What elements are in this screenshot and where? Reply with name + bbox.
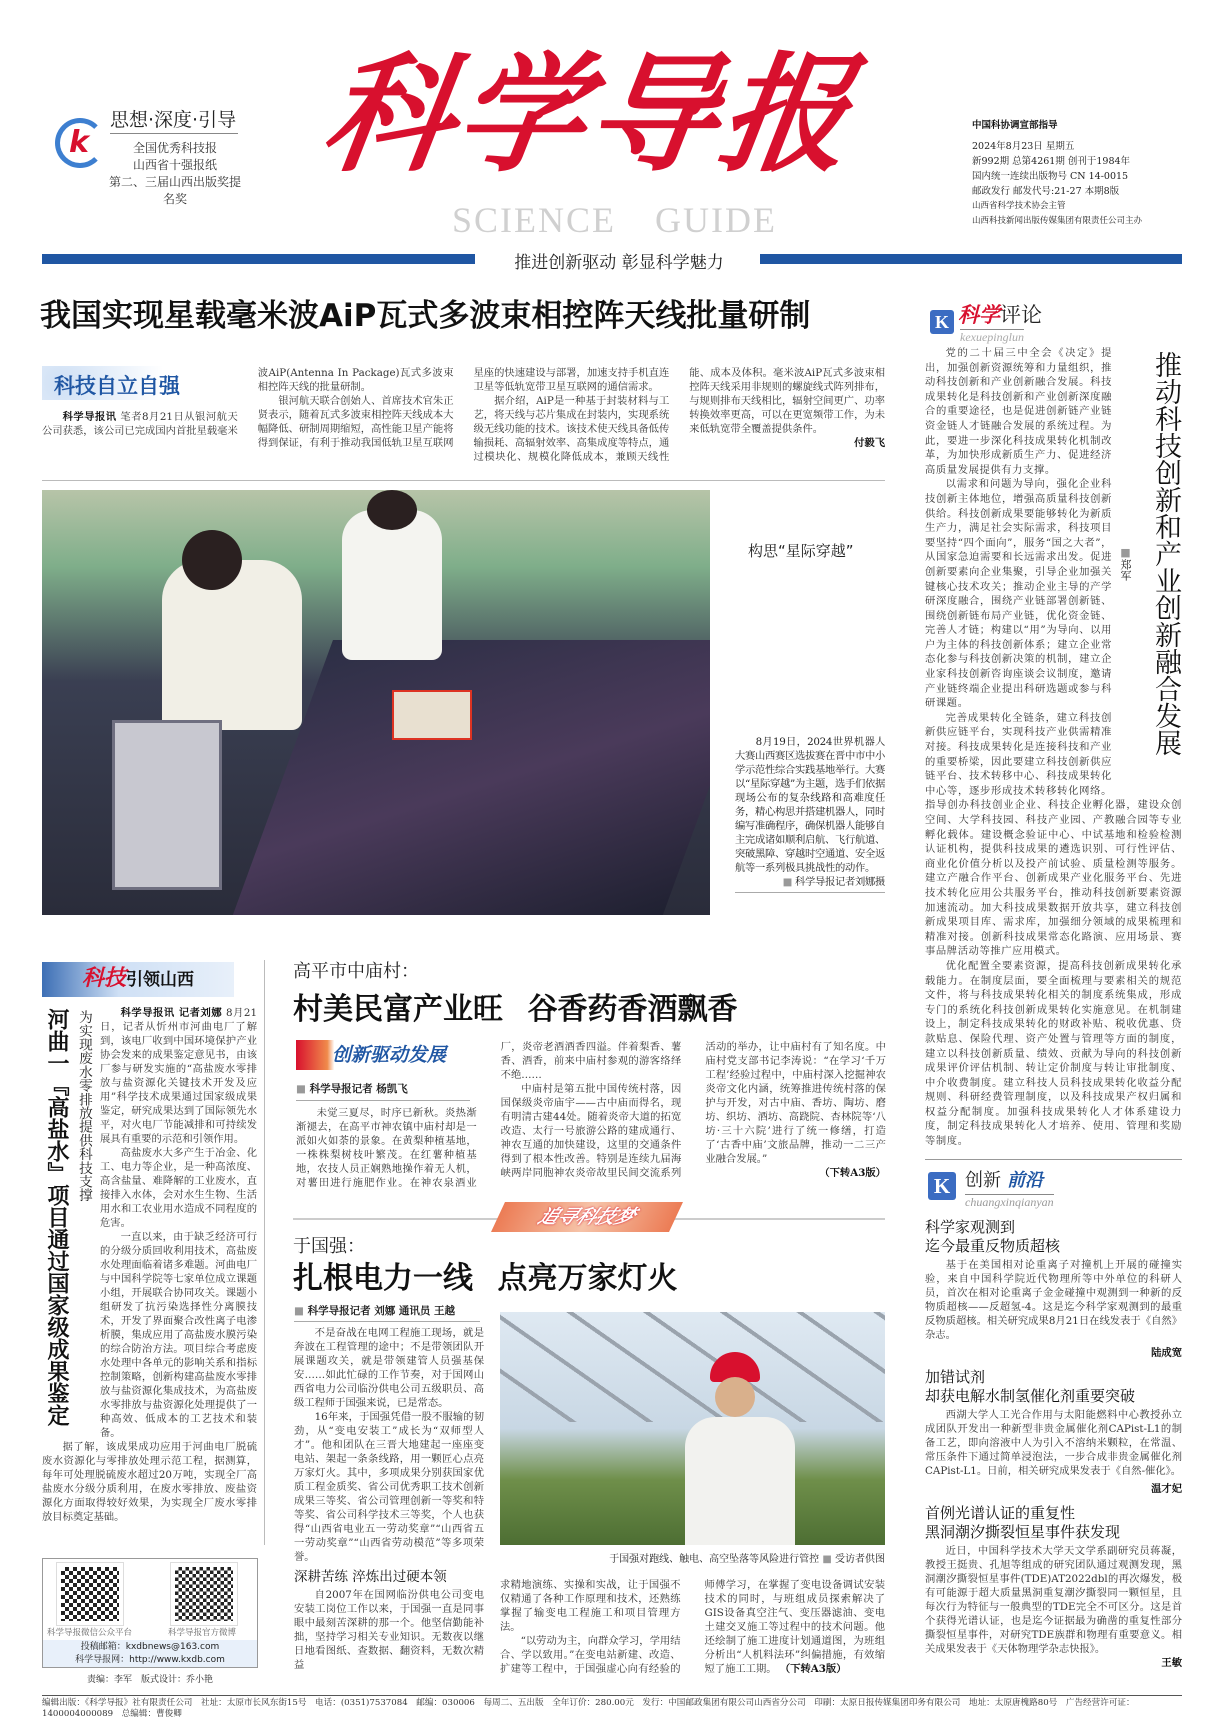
motto: 思想·深度·引导 xyxy=(110,109,237,131)
lead-author: 付毅飞 xyxy=(854,437,885,449)
weibo-qr-code[interactable] xyxy=(171,1563,237,1625)
divider xyxy=(42,1695,1182,1696)
column-divider xyxy=(264,960,265,1545)
continued-link[interactable]: （下转A3版） xyxy=(779,1663,847,1675)
k-logo-icon: K xyxy=(928,1172,956,1200)
hequ-subtitle: 为实现废水零排放提供科技支撑 xyxy=(76,1010,92,1202)
honors: 全国优秀科技报 山西省十强报纸 第二、三届山西出版奖提名奖 xyxy=(108,141,241,206)
publication-info: 中国科协调宣部指导 2024年8月23日 星期五 新992期 总第4261期 创刊于1984年 国内统一连续出版物号 CN 14-0015 邮政发行 邮发代号:21-27 本期8版 山西省科学技术协会主管 山西科技新闻出版传媒集团有限责任公司主办 xyxy=(972,120,1143,226)
photo-title: 构思“星际穿越” xyxy=(748,542,854,560)
frontier-section-header: K 创新 前沿 chuangxinqianyan xyxy=(925,1170,1182,1212)
zhongmiao-byline: ■ 科学导报记者 杨凯飞 xyxy=(296,1082,470,1101)
divider xyxy=(925,1159,1182,1160)
yuguoqiang-kicker: 于国强： xyxy=(293,1236,365,1257)
hequ-headline: 河曲一『高盐水』项目通过国家级成果鉴定 xyxy=(44,1008,69,1426)
blue-bar-left xyxy=(42,254,475,264)
commentary-body: 党的二十届三中全会《决定》提出，加强创新资源统筹和力量组织，推动科技创新和产业创新融合发展。科技成果转化是科技创新和产业创新深度融合的重要途径，也是促进创新链产业链资金链人才链融合发展的系统过程。为此，要进一步深化科技成果转化机制改革，为加快形成新质生产力、促进经济高质量发展提供有力支撑。 以需求和问题为导向，强化企业科技创新主体地位，增强高质量科技创新供给。科技创新成果要能够转化为新质生产力，满足社会实际需求，科技项目要坚持“四个面向”，服务“国之大者”，从国家急迫需要和长远需求出发。促进创新要素向企业集聚，引导企业加强关键核心技术攻关；推动企业主导的产学研深度融合，围绕产业链部署创新链、围绕创新链布局产业链，优化资金链、完善人才链；构建以“用”为导向、以用户为主体的科技创新体系；建立企业常态化参与科技创新决策的机制，建立企业家科技创新咨询座谈会议制度，邀请产业链终端企业提出科研选题或参与科研课题。 完善成果转化全链条，建立科技创新供应链平台，实现科技产业供需精准对接。科技成果转化是连接科技和产业的重要桥梁，因此要建立科技创新供应链平台、技术转移中心、科技成果转化中心等，逐步形成技术转移转化网络。指导创办科技创业企业、科技企业孵化器，建设众创空间、大学科技园、科技产业园、产教融合园等专业孵化载体。建设概念验证中心、中试基地和检验检测认证机构，提供科技成果的遴选识别、可行性评估、商业化价值分析以及投产前试验、质量检测等服务。建立产融合作平台、创新成果产业化服务平台、先进技术转化应用公共服务平台，推动科技创新要素资源加速流动。加大科技成果数据开放共享，建立科技创新成果项目库、需求库，加强细分领域的成果梳理和精准对接。创新科技成果常态化路演、应用场景、赛事品牌活动等推广应用模式。 优化配置全要素资源，提高科技创新成果转化承载能力。在制度层面，要全面梳理与要素相关的规范文件，将与科技成果转化相关的制度系统集成，形成专门的系统化科技创新成果转化实施意见。在机制建设上，制定科技成果转化的财政补贴、税收优惠、贷款贴息、保险代理、资产处置与管理等方面的制度，建立以科技创新质量、绩效、贡献为导向的科技创新成果评价评估机制、转让定价制度与转让审批制度、中介收费制度。建立科技人员科技成果转化收益分配规则、科研经费管理制度，以及科技成果产权归属和权益分配制度。加强科技成果转化人才体系建设力度，制定科技成果转化人才培养、使用、管理和奖励等制度。 xyxy=(925,347,1182,1148)
divider xyxy=(42,480,885,481)
blue-bar-right xyxy=(760,254,1182,264)
wechat-qr-code[interactable] xyxy=(57,1563,123,1625)
k-logo-icon: K xyxy=(930,310,954,334)
hequ-article: 河曲一『高盐水』项目通过国家级成果鉴定 为实现废水零排放提供科技支撑 科学导报讯 记者刘娜 8月21日，记者从忻州市河曲电厂了解到，该电厂收到中国环境保护产业协会发来的成果鉴定意见书，由该厂参与研发实施的“高盐废水零排放与盐资源化关键技术开发及应用”科学技术成果通过国家级成果鉴定，研究成果达到了国际领先水平，对火电厂节能减排和可持续发展具有重要的示范和引领作用。 高盐废水大多产生于冶金、化工、电力等企业，是一种高浓度、高含盐量、难降解的工业废水，直接排入水体，会对水生生物、生活用水和工农业用水造成不同程度的危害。 一直以来，由于缺乏经济可行的分级分质回收利用技术，高盐废水处理面临着诸多难题。河曲电厂与中国科学院等七家单位成立课题小组，开展联合协同攻关。课题小组研发了抗污染选择性分离膜技术，开发了界面聚合改性离子电渗析膜，集成应用了高盐废水膜污染的综合防治方法。项目综合考虑废水处理中各单元的影响关系和指标控制策略，创新构建高盐废水零排放与盐资源化集成技术，为高盐废水零排放与盐资源化处理提供了一种高效、低成本的工艺技术和装备。 据了解，该成果成功应用于河曲电厂脱硫废水资源化与零排放处理示范工程，据测算，每年可处理脱硫废水超过20万吨，实现全厂高盐废水分级分质利用，在废水零排放、废盐资源化方面取得较好效果，为实现全厂废水零排放目标奠定基础。 xyxy=(42,1007,257,1523)
motto-divider xyxy=(110,133,238,134)
section-label-keji-zili: 科技自立自强 xyxy=(42,366,232,400)
zhongmiao-kicker: 高平市中庙村： xyxy=(293,961,419,982)
commentary-author: 郑军 xyxy=(1119,559,1132,581)
slogan: 推进创新驱动 彰显科学魅力 xyxy=(514,253,724,273)
zhongmiao-body: 未觉三夏尽，时序已新秋。炎热渐渐褪去，在高平市神农镇中庙村却是一派如火如荼的景象。在黄梨种植基地，一株株梨树枝叶繁茂。在红薯种植基地，农技人员正娴熟地操作着无人机，对薯田进行施肥作业。在神农泉酒业厂，炎帝老酒酒香四溢。伴着梨香、薯香、酒香，前来中庙村参观的游客络绎不绝…… 中庙村是第五批中国传统村落，因国保级炎帝庙宇——古中庙而得名，现有明清古建44处。随着炎帝大道的拓宽改造、太行一号旅游公路的建成通行、神农互通的加快建设，这里的交通条件得到了根本性改善。特别是连续九届海峡两岸同胞神农炎帝故里民间交流系列活动的举办，让中庙村有了知名度。中庙村党支部书记李涛说：“在学习‘千万工程’经验过程中，中庙村深入挖掘神农炎帝文化内涵，统筹推进传统村落的保护与开发，对古中庙、香坊、陶坊、磨坊、织坊、酒坊、高跷院、杏林院等‘八坊·三十六院’进行了统一修缮，打造了‘古香中庙’文旅品牌，推动一二三产业融合发展。” （下转A3版） xyxy=(296,1041,886,1189)
photo-caption: 于国强对跑线、触电、高空坠落等风险进行管控 ■ 受访者供图 xyxy=(609,1554,885,1565)
yuguoqiang-headline: 扎根电力一线 点亮万家灯火 xyxy=(293,1261,678,1296)
power-worker-photo xyxy=(500,1312,885,1545)
footer-imprint: 编辑出版：《科学导报》社有限责任公司 社址：太原市长风东街15号 电话：(0351)7537084 邮编：030006 每周二、五出版 全年订价：280.00元 发行：中国邮政集团有限公司山西省分公司 印刷：太原日报传媒集团印务有限公司 地址：太原唐槐路80号 广告经营许可证：1400004000089 总编辑：曹俊卿 xyxy=(42,1698,1135,1719)
yuguoqiang-byline: ■ 科学导报记者 刘娜 通讯员 王越 xyxy=(294,1304,480,1322)
lead-headline: 我国实现星载毫米波AiP瓦式多波束相控阵天线批量研制 xyxy=(40,298,811,334)
masthead-title-en: SCIENCE GUIDE xyxy=(452,200,777,240)
zhongmiao-headline: 村美民富产业旺 谷香药香酒飘香 xyxy=(293,992,738,1027)
lead-body: 科学导报讯 笔者8月21日从银河航天公司获悉，该公司已完成国内首批星载毫米波AiP(Antenna In Package)瓦式多波束相控阵天线的批量研制。 银河航天联合创始人、首席技术官朱正贤表示，随着瓦式多波束相控阵天线成本大幅降低、研制周期缩短，高性能卫星产能将得到保证，有利于推动我国低轨卫星互联网星座的快速建设与部署，加速支持手机直连卫星等低轨宽带卫星互联网的通信需求。 据介绍，AiP是一种基于封装材料与工艺，将天线与芯片集成在封装内，实现系统级无线功能的技术。该技术使天线具备低传输损耗、高辐射效率、高集成度等特点，通过模块化、规模化降低成本，兼顾天线性能、成本及体积。毫米波AiP瓦式多波束相控阵天线采用非规则的螺旋线式阵列排布，与规则排布天线相比，辐射空间更广、功率转换效率更高，可以在更宽频带工作，为未来低轨宽带全覆盖提供条件。 付毅飞 xyxy=(42,367,885,463)
section-label-innovation: 创新驱动发展 xyxy=(296,1040,470,1070)
news-item: 科学家观测到 迄今最重反物质超核 基于在美国相对论重离子对撞机上开展的碰撞实验，来自中国科学院近代物理所等中外单位的科研人员，首次在相对论重离子金金碰撞中观测到一种新的反物质超核——反超氢-4。这是迄今科学家观测到的最重反物质超核。相关研究成果8月21日在线发表于《自然》杂志。 陆成宽 xyxy=(925,1217,1182,1359)
robot-competition-photo xyxy=(42,490,710,915)
email-link[interactable]: 投稿邮箱：kxdbnews@163.com xyxy=(80,1642,220,1652)
photo-caption: 8月19日，2024世界机器人大赛山西赛区选拔赛在晋中市中小学示范性综合实践基地举行。大赛以“星际穿越”为主题，选手们依据现场公布的复杂线路和高难度任务，精心构思并搭建机器人，同时编写准确程序，确保机器人能够自主完成诸如顺利启航、飞行航道、突破黑障、穿越时空通道、安全返航等一系列极具挑战性的动作。 ■ 科学导报记者刘娜摄 xyxy=(735,735,885,893)
news-item: 加错试剂 却获电解水制氢催化剂重要突破 西湖大学人工光合作用与太阳能燃料中心教授孙立成团队开发出一种新型非贵金属催化剂CAPist-L1的制备工艺，即向溶液中人为引入不溶纳米颗粒，在常温、常压条件下通过简单浸泡法，一步合成非贵金属催化剂CAPist-L1。日前，相关研究成果发表于《自然-催化》。 温才妃 xyxy=(925,1367,1182,1495)
website-link[interactable]: 科学导报网：http://www.kxdb.com xyxy=(75,1655,225,1665)
continued-link[interactable]: （下转A3版） xyxy=(819,1167,886,1179)
masthead-title: 科学导报 xyxy=(314,40,864,190)
editors: 责编：李军 版式设计：乔小艳 xyxy=(86,1675,213,1685)
right-column xyxy=(925,300,1182,1670)
yuguoqiang-body-bottom: 求精地演练、实操和实战，让于国强不仅精通了各种工作原理和技术，还熟练掌握了输变电工程施工和项目管理方法。 “以劳动为主，向群众学习，学用结合、学以致用。”在变电站新建、改造、扩建等工程中，于国强虚心向有经验的师傅学习，在掌握了变电设备调试安装技术的同时，与班组成员探索解决了GIS设备真空注气、变压器滤油、变电土建交叉施工等过程中的技术问题。他还绘制了施工进度计划通道图，为班组分析出“人机料法环”纠偏措施，有效缩短了施工工期。 （下转A3版） xyxy=(500,1579,885,1675)
contact-box: 科学导报微信公众平台 科学导报官方微博 投稿邮箱：kxdbnews@163.com 科学导报网：http://www.kxdb.com xyxy=(42,1558,258,1668)
section-label-tech-dream: 追寻科技梦 xyxy=(491,1202,683,1232)
section-banner-keji-shanxi: 科技引领山西 xyxy=(42,962,234,997)
news-item: 首例光谱认证的重复性 黑洞潮汐撕裂恒星事件获发现 近日，中国科学技术大学天文学系副研究员蒋凝，教授王挺贵、孔旭等组成的研究团队通过观测发现，黑洞潮汐撕裂恒星事件(TDE)AT2022dbl的再次爆发，极有可能源于超大质量黑洞重复潮汐撕裂同一颗恒星，且每次行为特征与一般典型的TDE完全不可区分。这是首个获得光谱认证，也是迄今证据最为确凿的重复性部分撕裂恒星事件，对研究TDE族群和物理有重要意义。相关成果发表于《天体物理学杂志快报》。 王敏 xyxy=(925,1503,1182,1669)
commentary-section-header: K 科学评论 kexuepinglun xyxy=(925,300,1182,346)
commentary-vertical-headline: 推动科技创新和产业创新融合发展 ■郑军 xyxy=(1119,351,1181,756)
yuguoqiang-body-left: 不是奋战在电网工程施工现场，就是奔波在工程管理的途中；不是带领团队开展课题攻关，就是带领建管人员强基保安……如此忙碌的工作节奏，对于国网山西省电力公司临汾供电公司五级职员、高级工程师于国强来说，已是常态。 16年来，于国强凭借一股不服输的韧劲，从“变电安装工”成长为“双师型人才”。他和团队在三晋大地建起一座座变电站、架起一条条线路，用一颗匠心点亮万家灯火。其中，多项成果分别获国家优质工程金质奖、省公司优秀职工技术创新成果三等奖、省公司管理创新一等奖和特等奖、省公司科学技术三等奖，个人也获得“山西省电业五一劳动奖章”“山西省五一劳动奖章”“山西省劳动模范”等多项荣誉。 深耕苦练 淬炼出过硬本领 自2007年在国网临汾供电公司变电安装工岗位工作以来，于国强一直是同事眼中最刻苦深耕的那一个。他坚信勤能补拙，坚持学习相关专业知识。无数夜以继日地看图纸、查数据、翻资料，无数次精益 xyxy=(294,1327,484,1671)
logo-icon: k xyxy=(55,118,105,168)
